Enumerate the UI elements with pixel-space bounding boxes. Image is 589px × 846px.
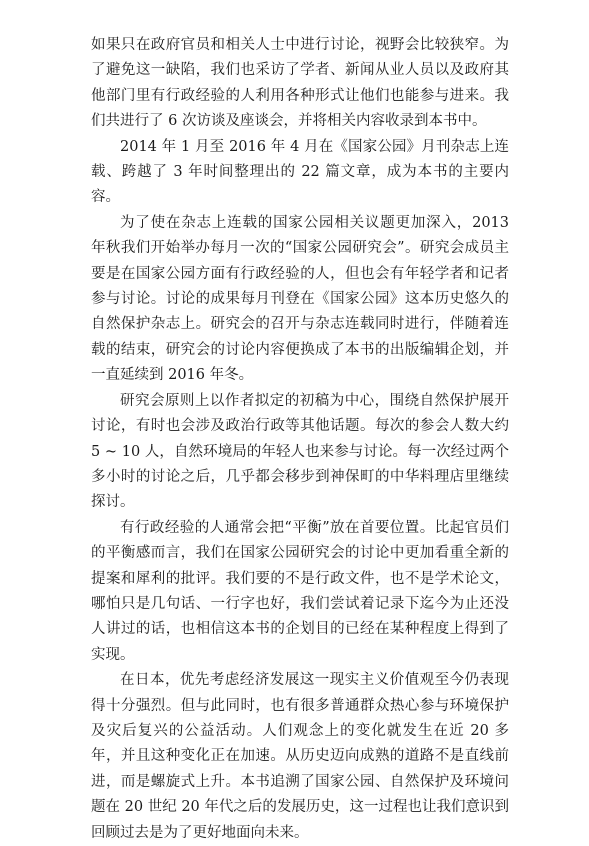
paragraph: 研究会原则上以作者拟定的初稿为中心，围绕自然保护展开讨论，有时也会涉及政治行政等其他话题。每次的参会人数大约 5 ~ 10 人，自然环境局的年轻人也来参与讨论。每一次经过两个多小时的讨论之后，几乎都会移步到神保町的中华料理店里继续探讨。 bbox=[91, 392, 509, 511]
body-text bbox=[91, 33, 509, 846]
paragraph: 在日本，优先考虑经济发展这一现实主义价值观至今仍表现得十分强烈。但与此同时，也有很多普通群众热心参与环境保护及灾后复兴的公益活动。人们观念上的变化就发生在近 20 多年，并且这种变化正在加速。从历史迈向成熟的道路不是直线前进，而是螺旋式上升。本书追溯了国家公园、自然保护及环境问题在 20 世纪 20 年代之后的发展历史，这一过程也让我们意识到回顾过去是为了更好地面向未来。 bbox=[91, 672, 509, 841]
paragraph: 为了使在杂志上连载的国家公园相关议题更加深入，2013 年秋我们开始举办每月一次的“国家公园研究会”。研究会成员主要是在国家公园方面有行政经验的人，但也会有年轻学者和记者参与讨论。讨论的成果每月刊登在《国家公园》这本历史悠久的自然保护杂志上。研究会的召开与杂志连载同时进行，伴随着连载的结束，研究会的讨论内容便换成了本书的出版编辑企划，并一直延续到 2016 年冬。 bbox=[91, 214, 509, 384]
paragraph-continuation: 如果只在政府官员和相关人士中进行讨论，视野会比较狭窄。为了避免这一缺陷，我们也采访了学者、新闻从业人员以及政府其他部门里有行政经验的人利用各种形式让他们也能参与进来。我们共进行了 6 次访谈及座谈会，并将相关内容收录到本书中。 bbox=[91, 37, 509, 130]
paragraph: 有行政经验的人通常会把“平衡”放在首要位置。比起官员们的平衡感而言，我们在国家公园研究会的讨论中更加看重全新的提案和犀利的批评。我们要的不是行政文件，也不是学术论文，哪怕只是几句话、一行字也好，我们尝试着记录下迄今为止还没人讲过的话，也相信这本书的企划目的已经在某种程度上得到了实现。 bbox=[91, 519, 509, 663]
paragraph: 2014 年 1 月至 2016 年 4 月在《国家公园》月刊杂志上连载、跨越了 3 年时间整理出的 22 篇文章，成为本书的主要内容。 bbox=[91, 138, 509, 206]
